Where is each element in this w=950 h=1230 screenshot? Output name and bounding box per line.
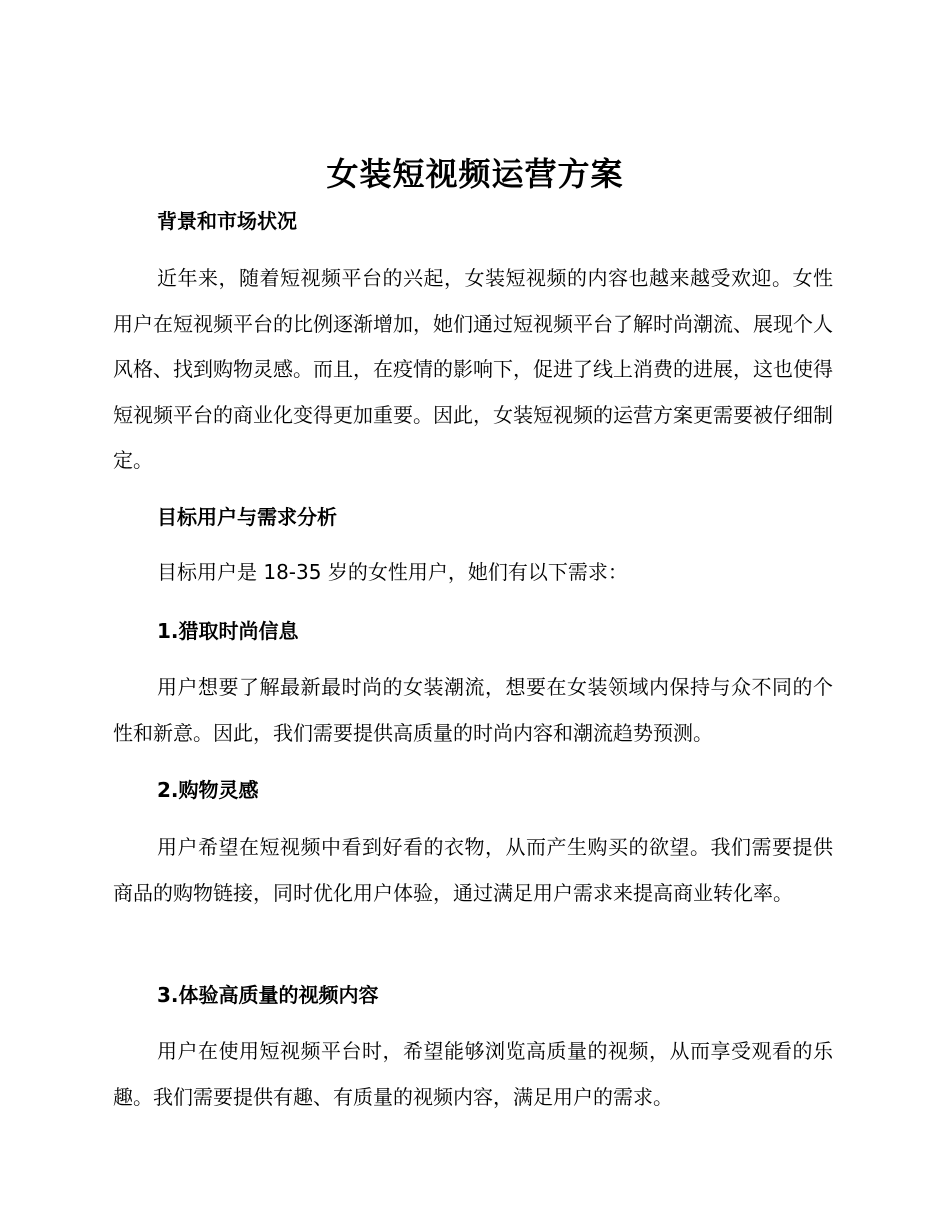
- paragraph-shopping-inspiration: 用户希望在短视频中看到好看的衣物，从而产生购买的欲望。我们需要提供商品的购物链接，同时优化用户体验，通过满足用户需求来提高商业转化率。: [113, 835, 833, 905]
- paragraph-target-users: 目标用户是 18-35 岁的女性用户，她们有以下需求：: [157, 560, 628, 584]
- section-heading-target-users: 目标用户与需求分析: [157, 505, 337, 529]
- section-heading-background: 背景和市场状况: [157, 209, 297, 233]
- paragraph-background: 近年来，随着短视频平台的兴起，女装短视频的内容也越来越受欢迎。女性用户在短视频平台的比例逐渐增加，她们通过短视频平台了解时尚潮流、展现个人风格、找到购物灵感。而且，在疫情的影响下，促进了线上消费的进展，这也使得短视频平台的商业化变得更加重要。因此，女装短视频的运营方案更需要被仔细制定。: [113, 266, 833, 472]
- section-heading-video-quality: 3.体验高质量的视频内容: [157, 983, 379, 1007]
- paragraph-fashion-info: 用户想要了解最新最时尚的女装潮流，想要在女装领域内保持与众不同的个性和新意。因此，我们需要提供高质量的时尚内容和潮流趋势预测。: [113, 675, 833, 745]
- page-title: 女装短视频运营方案: [326, 155, 624, 193]
- section-heading-shopping-inspiration: 2.购物灵感: [157, 778, 259, 802]
- section-heading-fashion-info: 1.猎取时尚信息: [157, 619, 299, 643]
- paragraph-video-quality: 用户在使用短视频平台时，希望能够浏览高质量的视频，从而享受观看的乐趣。我们需要提供有趣、有质量的视频内容，满足用户的需求。: [113, 1039, 833, 1109]
